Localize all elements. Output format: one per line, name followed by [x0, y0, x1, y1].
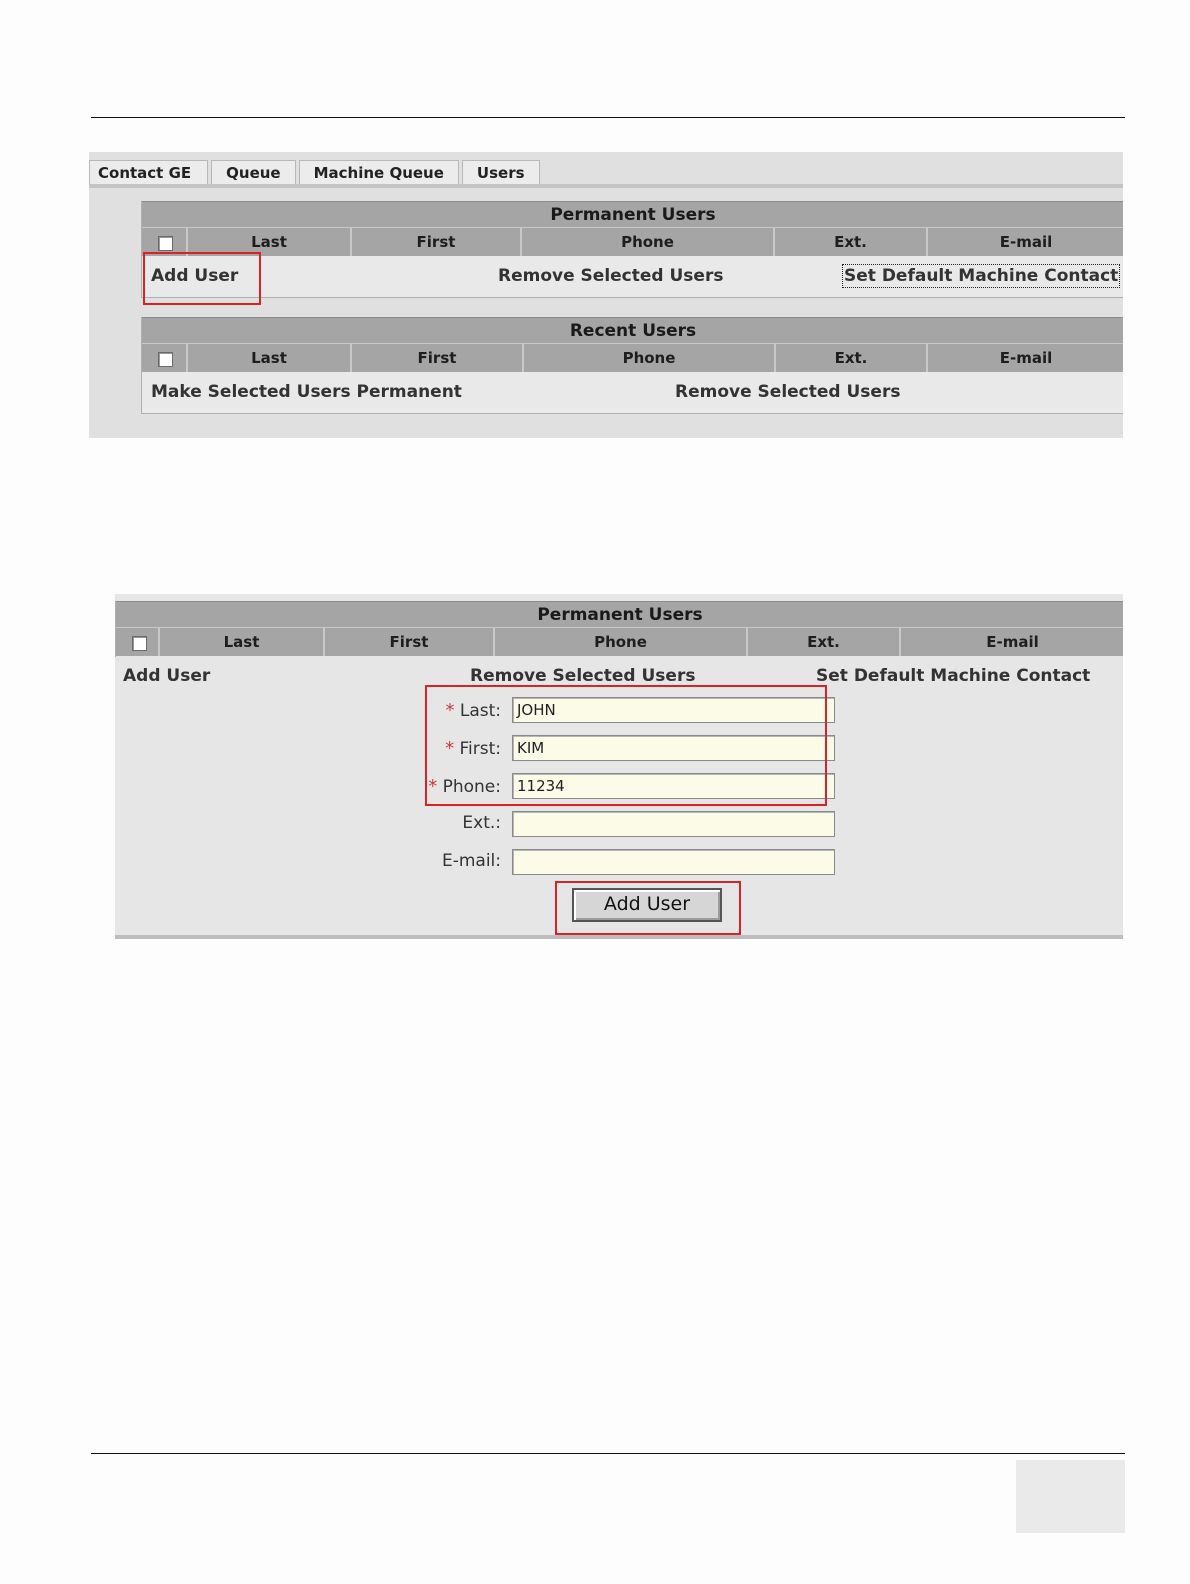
page-number-tab — [1016, 1460, 1125, 1533]
permanent-users-header-row — [142, 227, 1123, 256]
remove-selected-users-link[interactable]: Remove Selected Users — [498, 266, 724, 286]
column-header-phone[interactable]: Phone — [493, 628, 746, 656]
tab-machine-queue[interactable]: Machine Queue — [299, 160, 459, 184]
tab-divider — [89, 184, 1123, 188]
required-fields-highlight-box — [425, 685, 827, 806]
last-name-input[interactable]: JOHN — [512, 697, 835, 723]
first-name-label: * First: — [445, 738, 501, 759]
email-label: E-mail: — [441, 851, 501, 871]
select-all-cell — [116, 628, 158, 656]
tab-contact-ge[interactable]: Contact GE — [89, 160, 208, 184]
add-user-highlight-box — [143, 252, 261, 305]
column-header-ext[interactable]: Ext. — [746, 628, 899, 656]
add-user-link[interactable]: Add User — [123, 666, 211, 686]
column-header-last[interactable]: Last — [158, 628, 323, 656]
phone-label: * Phone: — [428, 776, 501, 797]
required-marker: * — [445, 738, 455, 759]
add-user-link[interactable]: Add User — [151, 266, 239, 286]
permanent-users-title: Permanent Users — [116, 601, 1123, 628]
column-header-ext[interactable]: Ext. — [774, 344, 926, 372]
add-user-form-screenshot — [115, 594, 1123, 939]
remove-selected-users-link[interactable]: Remove Selected Users — [470, 666, 696, 686]
recent-users-header-row — [142, 343, 1123, 372]
phone-input[interactable]: 11234 — [512, 773, 835, 799]
last-name-label: * Last: — [445, 700, 501, 721]
add-user-button-highlight-box — [555, 881, 741, 935]
remove-selected-users-link[interactable]: Remove Selected Users — [675, 382, 901, 402]
column-header-phone[interactable]: Phone — [520, 228, 773, 256]
column-header-first[interactable]: First — [350, 228, 520, 256]
select-all-cell — [142, 344, 186, 372]
footer-rule — [91, 1453, 1125, 1454]
set-default-machine-contact-link[interactable]: Set Default Machine Contact — [816, 666, 1091, 686]
column-header-ext[interactable]: Ext. — [773, 228, 926, 256]
email-input[interactable] — [512, 849, 835, 875]
column-header-email[interactable]: E-mail — [926, 228, 1123, 256]
column-header-email[interactable]: E-mail — [899, 628, 1123, 656]
select-all-checkbox[interactable] — [158, 236, 173, 251]
form-bottom-border — [115, 935, 1123, 939]
column-header-first[interactable]: First — [350, 344, 522, 372]
header-rule — [91, 117, 1125, 118]
tab-queue[interactable]: Queue — [211, 160, 295, 184]
permanent-users-title: Permanent Users — [142, 201, 1123, 228]
column-header-phone[interactable]: Phone — [522, 344, 774, 372]
permanent-users-panel — [141, 201, 1123, 298]
select-all-checkbox[interactable] — [132, 636, 147, 651]
column-header-last[interactable]: Last — [186, 344, 350, 372]
ext-input[interactable] — [512, 811, 835, 837]
ext-label: Ext.: — [462, 813, 501, 833]
recent-users-title: Recent Users — [142, 317, 1123, 344]
first-name-input[interactable]: KIM — [512, 735, 835, 761]
users-tab-screenshot — [89, 152, 1123, 438]
required-marker: * — [428, 776, 438, 797]
make-selected-users-permanent-link[interactable]: Make Selected Users Permanent — [151, 382, 462, 402]
column-header-last[interactable]: Last — [186, 228, 350, 256]
add-user-button[interactable]: Add User — [572, 888, 722, 922]
permanent-users-panel — [115, 601, 1123, 657]
select-all-checkbox[interactable] — [158, 352, 173, 367]
column-header-email[interactable]: E-mail — [926, 344, 1123, 372]
set-default-machine-contact-link[interactable]: Set Default Machine Contact — [844, 266, 1119, 286]
recent-users-panel — [141, 317, 1123, 414]
tab-bar — [89, 160, 543, 184]
permanent-users-header-row — [116, 627, 1123, 656]
column-header-first[interactable]: First — [323, 628, 493, 656]
tab-users[interactable]: Users — [462, 160, 540, 184]
required-marker: * — [445, 700, 455, 721]
